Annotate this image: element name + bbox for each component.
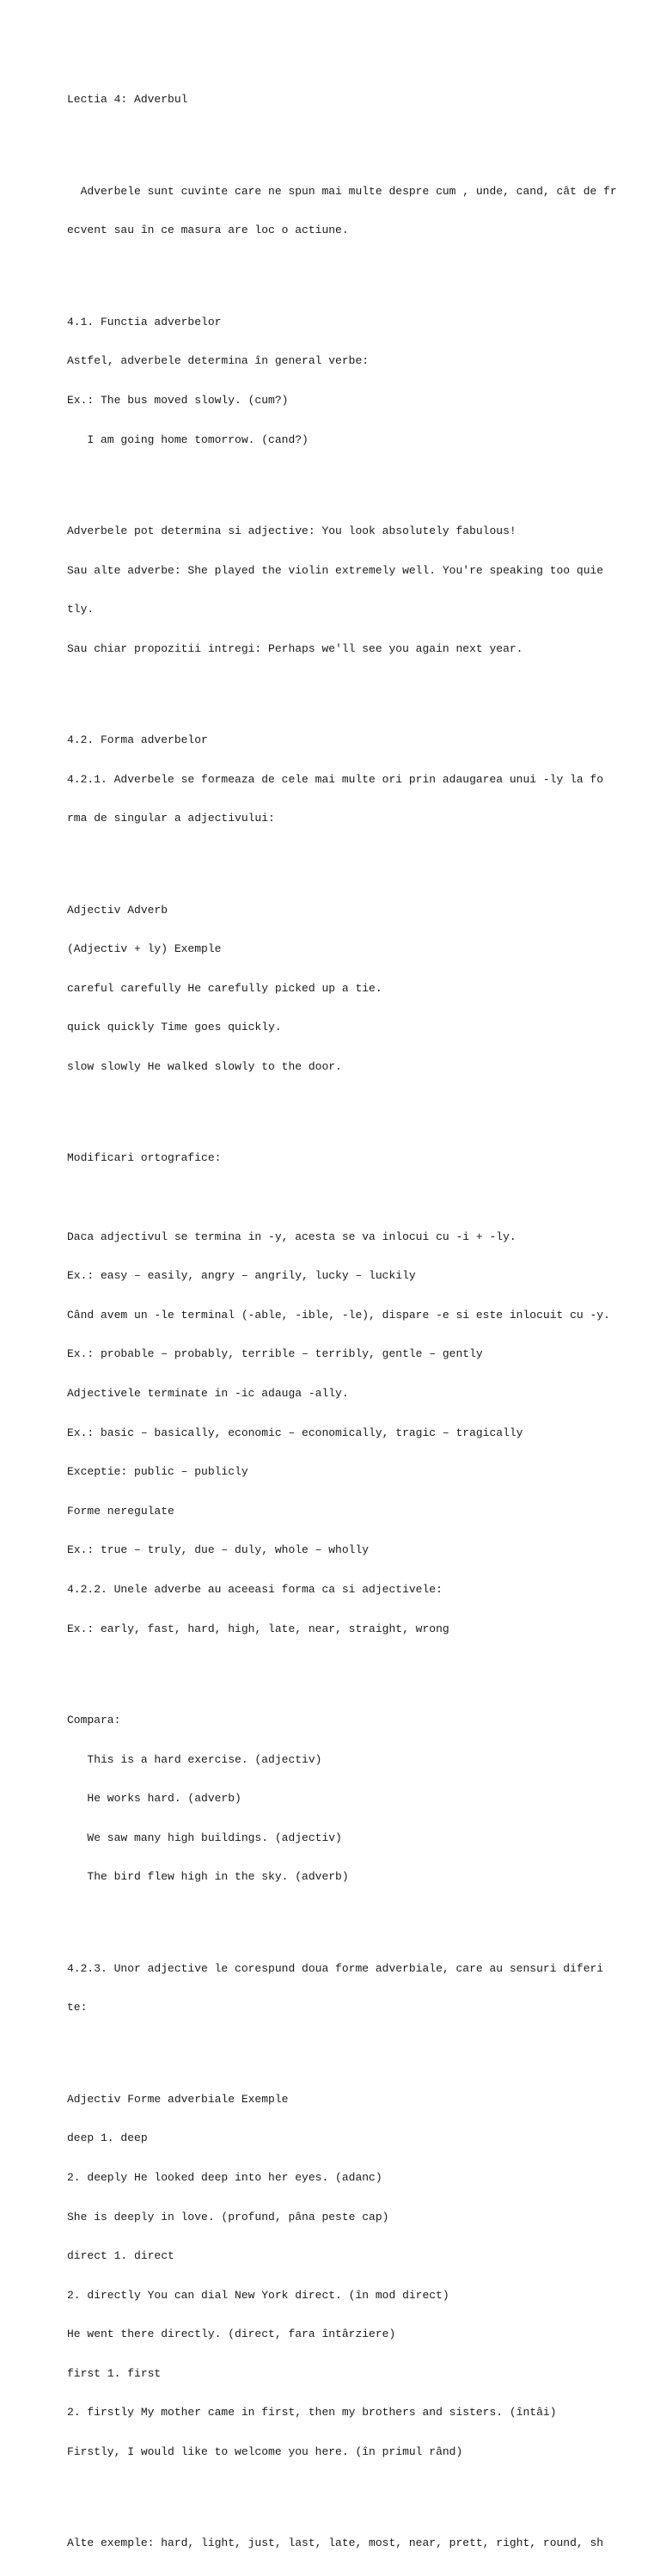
other-examples-line: Alte exemple: hard, light, just, last, late, most, near, prett, right, round, sh bbox=[67, 2536, 604, 2550]
table-row: quick quickly Time goes quickly. bbox=[67, 1021, 282, 1034]
subsection-line: 4.2.3. Unor adjective le corespund doua forme adverbiale, care au sensuri diferi bbox=[67, 1961, 604, 1975]
document-text bbox=[67, 67, 617, 2576]
spacer bbox=[67, 1661, 617, 1674]
ortho-heading: Modificari ortografice: bbox=[67, 1151, 222, 1165]
spacer bbox=[67, 1191, 617, 1204]
intro-line: ecvent sau în ce masura are loc o actiune. bbox=[67, 224, 349, 237]
paragraph-line: Daca adjectivul se termina in -y, acesta se va inlocui cu -i + -ly. bbox=[67, 1230, 516, 1243]
table-row: He went there directly. (direct, fara întârziere) bbox=[67, 2328, 396, 2341]
table-row: slow slowly He walked slowly to the door. bbox=[67, 1060, 342, 1074]
paragraph-line: Sau chiar propozitii intregi: Perhaps we'll see you again next year. bbox=[67, 641, 523, 655]
paragraph-line: Ex.: early, fast, hard, high, late, near, straight, wrong bbox=[67, 1622, 449, 1635]
paragraph-line: Ex.: easy – easily, angry – angrily, lucky – luckily bbox=[67, 1269, 416, 1283]
subsection-line: te: bbox=[67, 2001, 88, 2015]
example-line: Ex.: The bus moved slowly. (cum?) bbox=[67, 393, 289, 407]
subsection-line: 4.2.1. Adverbele se formeaza de cele mai multe ori prin adaugarea unui -ly la fo bbox=[67, 772, 604, 786]
paragraph-line: Ex.: probable – probably, terrible – terribly, gentle – gently bbox=[67, 1347, 483, 1361]
example-line: I am going home tomorrow. (cand?) bbox=[67, 432, 309, 446]
table-row: first 1. first bbox=[67, 2366, 162, 2380]
spacer bbox=[67, 1100, 617, 1113]
table-row: Adjectiv Forme adverbiale Exemple bbox=[67, 2092, 289, 2106]
table-row: (Adjectiv + ly) Exemple bbox=[67, 942, 222, 956]
paragraph-line: Exceptie: public – publicly bbox=[67, 1465, 248, 1479]
intro-line: Adverbele sunt cuvinte care ne spun mai multe despre cum , unde, cand, cât de fr bbox=[67, 184, 617, 198]
example-line: He works hard. (adverb) bbox=[67, 1792, 241, 1806]
example-line: We saw many high buildings. (adjectiv) bbox=[67, 1831, 342, 1844]
table-row: 2. firstly My mother came in first, then my brothers and sisters. (întâi) bbox=[67, 2406, 557, 2420]
lesson-title: Lectia 4: Adverbul bbox=[67, 93, 188, 107]
table-row: deep 1. deep bbox=[67, 2131, 148, 2145]
section-heading-4-2: 4.2. Forma adverbelor bbox=[67, 733, 208, 747]
spacer bbox=[67, 2040, 617, 2053]
section-heading-4-1: 4.1. Functia adverbelor bbox=[67, 315, 222, 328]
table-row: 2. directly You can dial New York direct. (în mod direct) bbox=[67, 2288, 449, 2302]
spacer bbox=[67, 132, 617, 145]
paragraph-line: Când avem un -le terminal (-able, -ible, -le), dispare -e si este inlocuit cu -y. bbox=[67, 1308, 610, 1322]
example-line: The bird flew high in the sky. (adverb) bbox=[67, 1870, 349, 1884]
paragraph-line: Ex.: true – truly, due – duly, whole – wholly bbox=[67, 1543, 370, 1557]
table-row: Firstly, I would like to welcome you here. (în primul rând) bbox=[67, 2445, 463, 2459]
paragraph-line: Ex.: basic – basically, economic – economically, tragic – tragically bbox=[67, 1426, 523, 1439]
spacer bbox=[67, 1910, 617, 1923]
paragraph-line: Adjectivele terminate in -ic adauga -ally. bbox=[67, 1387, 349, 1401]
paragraph-line: Forme neregulate bbox=[67, 1504, 174, 1518]
spacer bbox=[67, 851, 617, 864]
table-row: Adjectiv Adverb bbox=[67, 903, 168, 917]
spacer bbox=[67, 681, 617, 694]
paragraph-line: Astfel, adverbele determina în general verbe: bbox=[67, 354, 370, 368]
subsection-line: 4.2.2. Unele adverbe au aceeasi forma ca si adjectivele: bbox=[67, 1583, 443, 1596]
subsection-line: rma de singular a adjectivului: bbox=[67, 812, 275, 825]
table-row: She is deeply in love. (profund, pâna peste cap) bbox=[67, 2210, 389, 2223]
paragraph-line: Sau alte adverbe: She played the violin extremely well. You're speaking too quie bbox=[67, 563, 604, 577]
paragraph-line: tly. bbox=[67, 603, 95, 616]
spacer bbox=[67, 2485, 617, 2498]
table-row: 2. deeply He looked deep into her eyes. (adanc) bbox=[67, 2170, 382, 2184]
compare-heading: Compara: bbox=[67, 1713, 121, 1727]
spacer bbox=[67, 263, 617, 276]
table-row: careful carefully He carefully picked up a tie. bbox=[67, 981, 382, 995]
paragraph-line: Adverbele pot determina si adjective: You look absolutely fabulous! bbox=[67, 524, 516, 537]
spacer bbox=[67, 472, 617, 485]
example-line: This is a hard exercise. (adjectiv) bbox=[67, 1752, 322, 1766]
table-row: direct 1. direct bbox=[67, 2249, 174, 2263]
